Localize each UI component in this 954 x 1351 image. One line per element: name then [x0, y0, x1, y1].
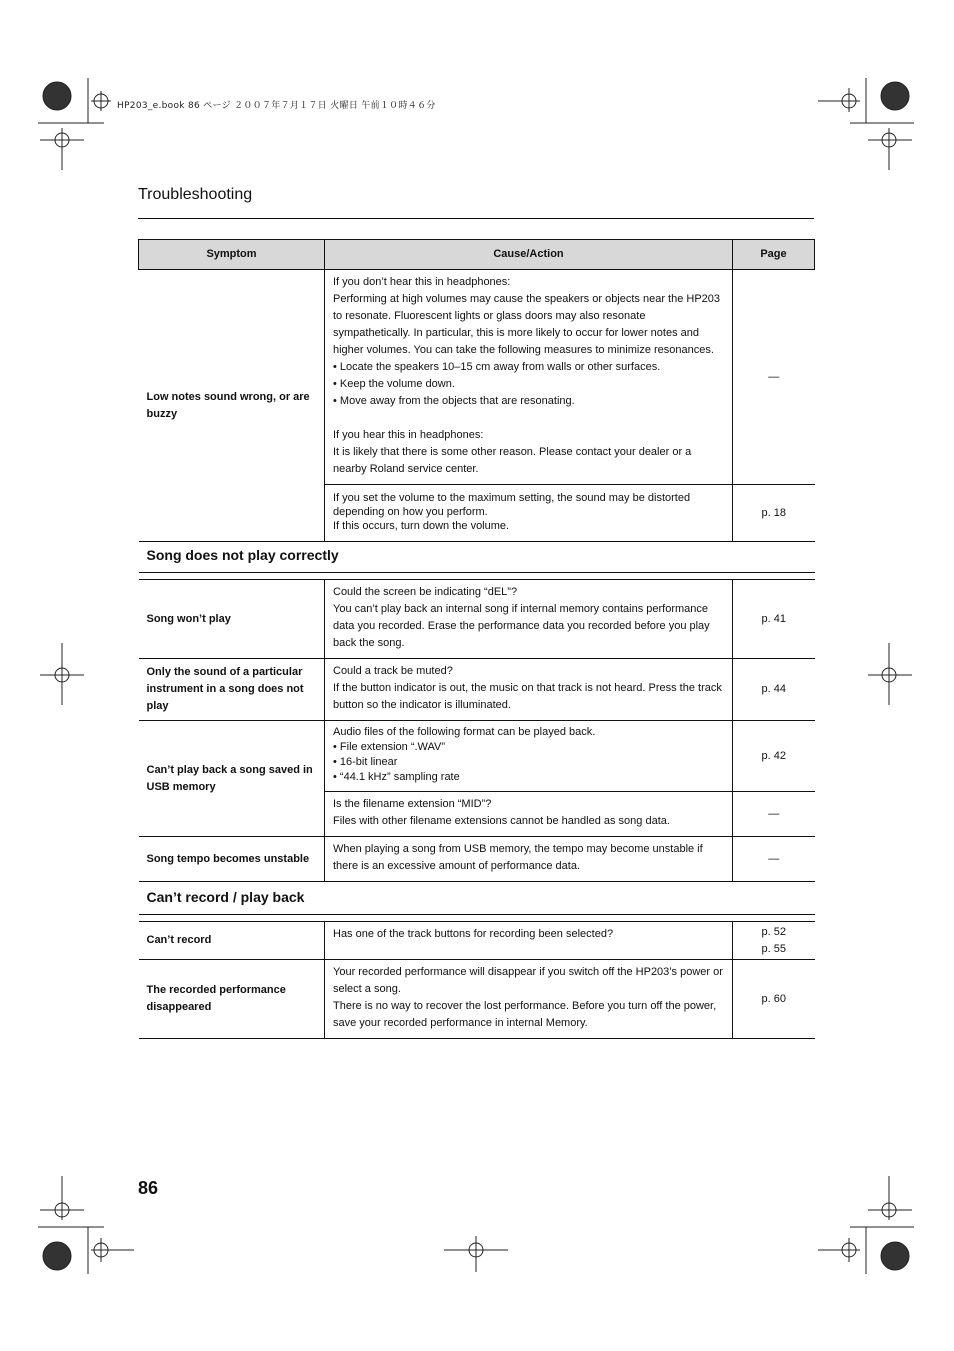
page-ref: p. 55 [761, 943, 786, 955]
cause-line: Files with other filename extensions cannot be handled as song data. [333, 815, 670, 827]
symptom-cell: Can’t play back a song saved in USB memory [139, 721, 325, 837]
cause-line: • Keep the volume down. [333, 378, 455, 390]
cause-line: Performing at high volumes may cause the speakers or objects near the HP203 to resonate. Fluorescent lights or glass doors may also resonate sympathetically. In particular, this is more likely to occur for lower notes and higher volumes. You can take the following measures to minimize resonances. [333, 293, 721, 356]
cause-cell [325, 837, 733, 882]
header-symptom: Symptom [139, 240, 325, 270]
cause-line: You can’t play back an internal song if internal memory contains performance data you recorded. Erase the performance data you recorded before you play back the song. [333, 603, 710, 649]
cause-cell [325, 792, 733, 837]
page-cell: p. 41 [733, 580, 815, 659]
table-row [139, 960, 815, 1039]
cause-line: Has one of the track buttons for recording been selected? [333, 928, 614, 940]
cause-line: • Move away from the objects that are resonating. [333, 395, 575, 407]
page-cell: p. 44 [733, 659, 815, 721]
symptom-cell: Song tempo becomes unstable [139, 837, 325, 882]
cause-line: Your recorded performance will disappear if you switch off the HP203’s power or select a song. [333, 966, 723, 995]
cause-cell [325, 659, 733, 721]
table-row [139, 270, 815, 485]
cause-cell [325, 960, 733, 1039]
table-row [139, 922, 815, 960]
cause-cell [325, 721, 733, 792]
header-page: Page [733, 240, 815, 270]
cause-cell [325, 922, 733, 960]
page-cell: — [733, 270, 815, 485]
page-cell: p. 60 [733, 960, 815, 1039]
cause-line: Could the screen be indicating “dEL”? [333, 586, 518, 598]
cause-line: • Locate the speakers 10–15 cm away from walls or other surfaces. [333, 361, 661, 373]
page-cell: — [733, 792, 815, 837]
cause-cell [325, 485, 733, 542]
line-gap [333, 410, 724, 427]
cause-line: • 16-bit linear [333, 756, 398, 768]
group-heading-song-play: Song does not play correctly [139, 542, 815, 573]
table-row [139, 659, 815, 721]
cause-line: It is likely that there is some other reason. Please contact your dealer or a nearby Roland service center. [333, 446, 692, 475]
symptom-cell: Song won’t play [139, 580, 325, 659]
cause-cell [325, 270, 733, 485]
page-cell: — [733, 837, 815, 882]
cause-line: If you set the volume to the maximum setting, the sound may be distorted depending on how you perform. [333, 492, 691, 518]
section-title: Troubleshooting [138, 186, 253, 203]
symptom-cell: The recorded performance disappeared [139, 960, 325, 1039]
cause-line: If the button indicator is out, the music on that track is not heard. Press the track button so the indicator is illuminated. [333, 682, 722, 711]
group-heading-record: Can’t record / play back [139, 882, 815, 915]
table-header-row [139, 240, 815, 270]
page-cell: p. 42 [733, 721, 815, 792]
header-cause: Cause/Action [325, 240, 733, 270]
symptom-cell: Low notes sound wrong, or are buzzy [139, 270, 325, 542]
troubleshooting-table [138, 239, 815, 1039]
symptom-cell: Can’t record [139, 922, 325, 960]
page-number: 86 [138, 1178, 159, 1198]
cause-line: Is the filename extension “MID”? [333, 798, 492, 810]
cause-line: • File extension “.WAV” [333, 741, 446, 753]
symptom-cell: Only the sound of a particular instrument in a song does not play [139, 659, 325, 721]
cause-cell [325, 580, 733, 659]
cause-line: If this occurs, turn down the volume. [333, 520, 510, 532]
title-rule [138, 218, 814, 219]
cause-line: Could a track be muted? [333, 665, 453, 677]
group-heading-row [139, 882, 815, 915]
page-cell [733, 922, 815, 960]
group-heading-row [139, 542, 815, 573]
cause-line: If you don’t hear this in headphones: [333, 276, 511, 288]
cause-line: Audio files of the following format can be played back. [333, 726, 596, 738]
page-ref: p. 52 [761, 926, 786, 938]
table-row [139, 721, 815, 792]
cause-line: • “44.1 kHz” sampling rate [333, 771, 460, 783]
print-header: HP203_e.book 86 ページ ２００７年７月１７日 火曜日 午前１０時４６分 [117, 101, 436, 111]
page-cell: p. 18 [733, 485, 815, 542]
cause-line: When playing a song from USB memory, the tempo may become unstable if there is an excessive amount of performance data. [333, 843, 703, 872]
cause-line: If you hear this in headphones: [333, 429, 484, 441]
cause-line: There is no way to recover the lost performance. Before you turn off the power, save your recorded performance in internal Memory. [333, 1000, 717, 1029]
table-row [139, 580, 815, 659]
table-row [139, 837, 815, 882]
